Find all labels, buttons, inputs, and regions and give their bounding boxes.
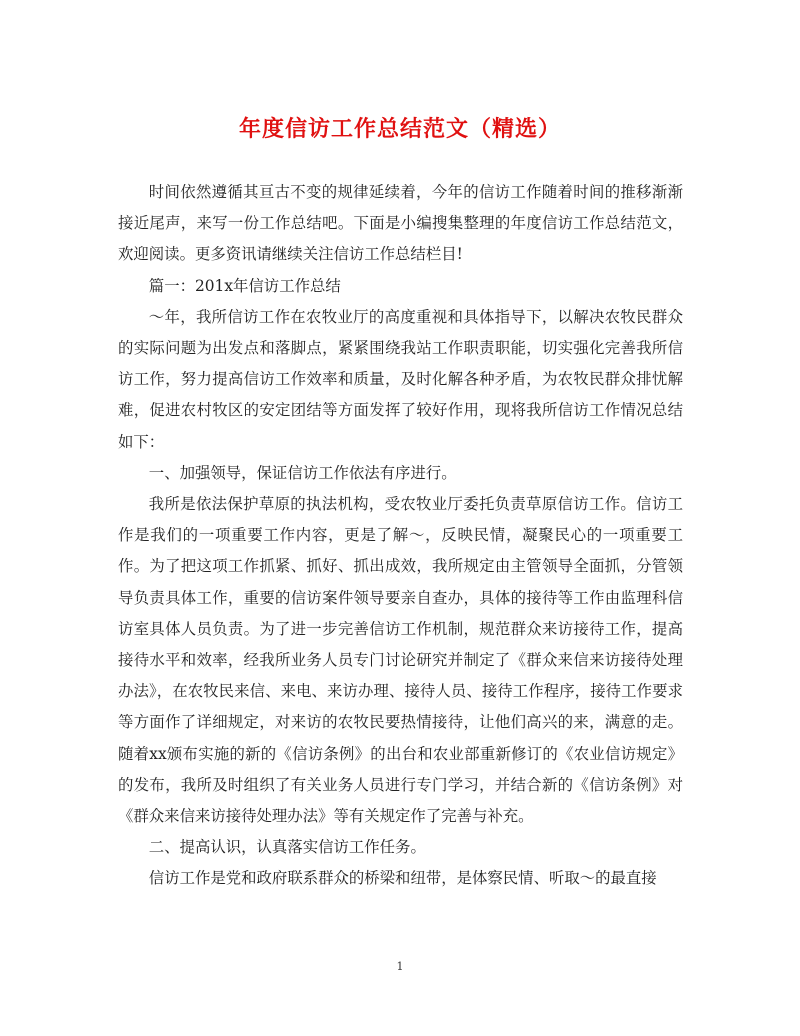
- body-paragraph: ～年，我所信访工作在农牧业厅的高度重视和具体指导下，以解决农牧民群众的实际问题为出发点和落脚点，紧紧围绕我站工作职责职能，切实强化完善我所信访工作，努力提高信访工作效率和质量，及时化解各种矛盾，为农牧民群众排忧解难，促进农村牧区的安定团结等方面发挥了较好作用，现将我所信访工作情况总结如下：: [118, 307, 683, 451]
- body-paragraph: 信访工作是党和政府联系群众的桥梁和纽带，是体察民情、听取～的最直接: [148, 869, 657, 888]
- section-heading-part-one: 篇一：201x年信访工作总结: [148, 276, 341, 295]
- section-heading-one: 一、加强领导，保证信访工作依法有序进行。: [148, 463, 457, 482]
- body-paragraph: 我所是依法保护草原的执法机构，受农牧业厅委托负责草原信访工作。信访工作是我们的一项重要工作内容，更是了解～，反映民情，凝聚民心的一项重要工作。为了把这项工作抓紧、抓好、抓出成效，我所规定由主管领导全面抓，分管领导负责具体工作，重要的信访案件领导要亲自查办，具体的接待等工作由监理科信访室具体人员负责。为了进一步完善信访工作机制，规范群众来访接待工作，提高接待水平和效率，经我所业务人员专门讨论研究并制定了《群众来信来访接待处理办法》，在农牧民来信、来电、来访办理、接待人员、接待工作程序，接待工作要求等方面作了详细规定，对来访的农牧民要热情接待，让他们高兴的来，满意的走。随着xx颁布实施的新的《信访条例》的出台和农业部重新修订的《农业信访规定》的发布，我所及时组织了有关业务人员进行专门学习，并结合新的《信访条例》对《群众来信来访接待处理办法》等有关规定作了完善与补充。: [118, 495, 683, 826]
- document-body: [118, 177, 683, 895]
- page-number: 1: [396, 960, 404, 973]
- document-title: 年度信访工作总结范文（精选）: [238, 116, 561, 142]
- intro-paragraph: 时间依然遵循其亘古不变的规律延续着，今年的信访工作随着时间的推移渐渐接近尾声，来写一份工作总结吧。下面是小编搜集整理的年度信访工作总结范文，欢迎阅读。更多资讯请继续关注信访工作总结栏目!: [118, 183, 683, 264]
- section-heading-two: 二、提高认识，认真落实信访工作任务。: [148, 838, 426, 857]
